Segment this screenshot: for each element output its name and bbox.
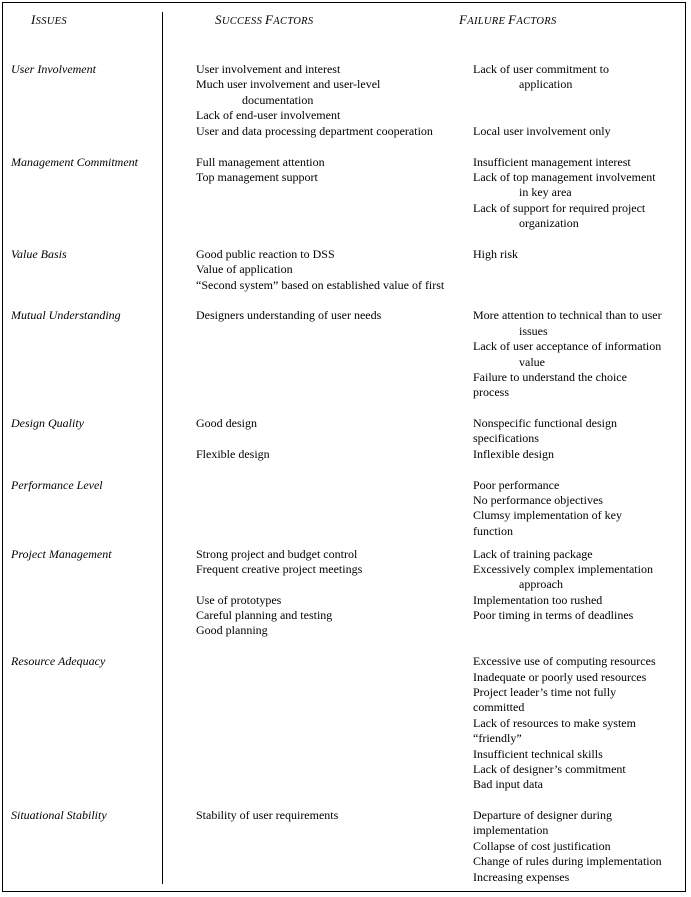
failure-factor: Lack of top management involvement (473, 170, 656, 184)
failure-factor: Poor performance (473, 478, 560, 492)
failure-factor: Lack of user commitment to (473, 62, 609, 76)
success-factor: “Second system” based on established value of first (196, 278, 445, 292)
failure-factor: High risk (473, 247, 518, 261)
success-factor: Good planning (196, 623, 268, 637)
failure-factor-continuation: specifications (473, 431, 539, 445)
success-factor: Full management attention (196, 155, 325, 169)
issue-label: Mutual Understanding (11, 308, 121, 322)
failure-factor-continuation: application (519, 77, 573, 91)
failure-factor: Implementation too rushed (473, 593, 603, 607)
failure-factor: Departure of designer during (473, 808, 612, 822)
success-factor: Careful planning and testing (196, 608, 333, 622)
issue-label: User Involvement (11, 62, 96, 76)
failure-factor: Inadequate or poorly used resources (473, 670, 647, 684)
failure-factor-continuation: approach (519, 577, 563, 591)
issue-label: Performance Level (11, 478, 103, 492)
failure-factor: Lack of resources to make system (473, 716, 636, 730)
success-factor: Frequent creative project meetings (196, 562, 363, 576)
success-factor: User involvement and interest (196, 62, 341, 76)
failure-factor: Project leader’s time not fully (473, 685, 617, 699)
header-failure-factors: FAILURE FACTORS (459, 12, 557, 27)
failure-factor: Excessively complex implementation (473, 562, 653, 576)
failure-factor: Poor timing in terms of deadlines (473, 608, 634, 622)
success-factor: Use of prototypes (196, 593, 282, 607)
issue-label: Situational Stability (11, 808, 107, 822)
issue-label: Management Commitment (11, 155, 138, 169)
failure-factor-continuation: value (519, 355, 545, 369)
failure-factor: Lack of designer’s commitment (473, 762, 626, 776)
failure-factor: Lack of support for required project (473, 201, 646, 215)
issue-label: Resource Adequacy (11, 654, 106, 668)
failure-factor-continuation: committed (473, 700, 525, 714)
failure-factor-continuation: “friendly” (473, 731, 522, 745)
failure-factor: Bad input data (473, 777, 543, 791)
success-factor: Much user involvement and user-level (196, 77, 381, 91)
failure-factor-continuation: organization (519, 216, 579, 230)
failure-factor: Insufficient management interest (473, 155, 631, 169)
success-factor-continuation: documentation (242, 93, 314, 107)
failure-factor: Failure to understand the choice (473, 370, 627, 384)
failure-factor: Inflexible design (473, 447, 554, 461)
success-factor: Stability of user requirements (196, 808, 339, 822)
success-factor: Good public reaction to DSS (196, 247, 335, 261)
issue-label: Project Management (11, 547, 112, 561)
success-factor: Top management support (196, 170, 318, 184)
failure-factor: Nonspecific functional design (473, 416, 617, 430)
failure-factor: Increasing expenses (473, 870, 570, 884)
failure-factor-continuation: function (473, 524, 513, 538)
failure-factor: Collapse of cost justification (473, 839, 611, 853)
failure-factor-continuation: issues (519, 324, 548, 338)
failure-factor: Change of rules during implementation (473, 854, 662, 868)
failure-factor-continuation: in key area (519, 185, 572, 199)
failure-factor: Local user involvement only (473, 124, 611, 138)
header-success-factors: SUCCESS FACTORS (215, 12, 314, 27)
failure-factor: No performance objectives (473, 493, 603, 507)
success-factor: User and data processing department cooperation (196, 124, 433, 138)
failure-factor-continuation: implementation (473, 823, 549, 837)
failure-factor: More attention to technical than to user (473, 308, 662, 322)
header-issues: ISSUES (31, 12, 67, 27)
success-factor: Good design (196, 416, 257, 430)
success-factor: Strong project and budget control (196, 547, 358, 561)
failure-factor-continuation: process (473, 385, 509, 399)
success-factor: Designers understanding of user needs (196, 308, 382, 322)
success-factor: Flexible design (196, 447, 270, 461)
success-factor: Lack of end-user involvement (196, 108, 341, 122)
failure-factor: Clumsy implementation of key (473, 508, 622, 522)
column-divider (162, 12, 163, 884)
failure-factor: Lack of training package (473, 547, 593, 561)
failure-factor: Excessive use of computing resources (473, 654, 656, 668)
issue-label: Design Quality (11, 416, 84, 430)
failure-factor: Lack of user acceptance of information (473, 339, 662, 353)
issue-label: Value Basis (11, 247, 67, 261)
success-factor: Value of application (196, 262, 293, 276)
failure-factor: Insufficient technical skills (473, 747, 603, 761)
